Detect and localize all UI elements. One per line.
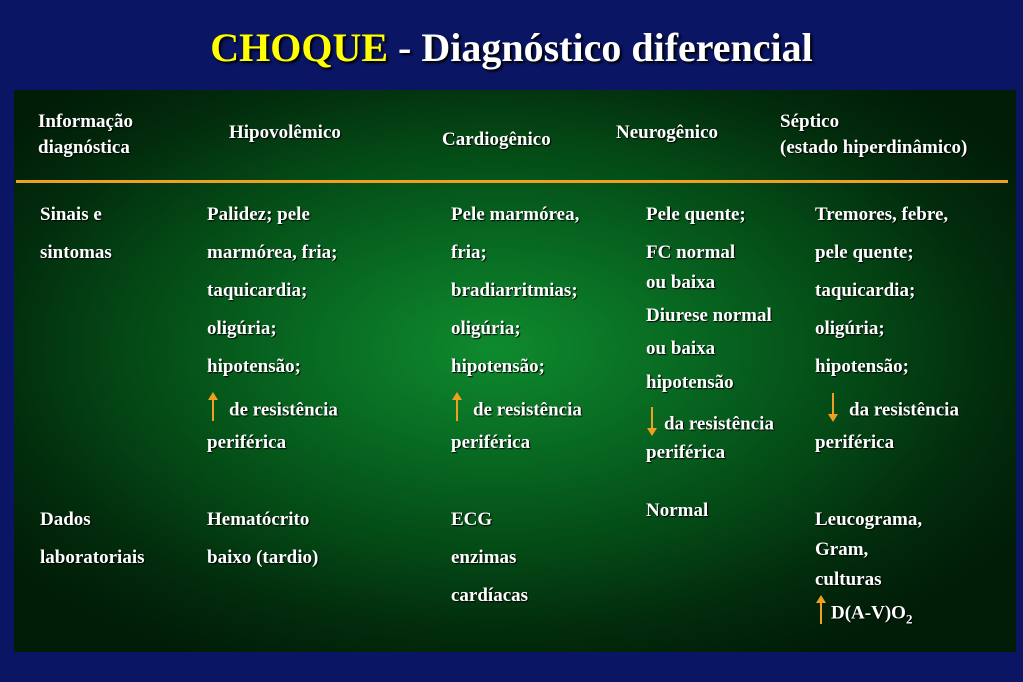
row-label-dados bbox=[40, 507, 145, 583]
header-divider bbox=[16, 180, 1008, 183]
cell-line: Palidez; pele bbox=[207, 204, 310, 225]
cell-line: Leucograma, bbox=[815, 509, 923, 530]
cell-sinais-cardiogenico bbox=[451, 202, 582, 468]
cell-line: ou baixa bbox=[646, 338, 716, 359]
header-cardiogenico: Cardiogênico bbox=[442, 129, 551, 150]
cell-line: ou baixa bbox=[646, 272, 716, 293]
cell-line-arrow: da resistência bbox=[646, 406, 774, 440]
cell-line-arrow: $D(A-V)O_2$ bbox=[815, 595, 922, 633]
cell-sinais-septico bbox=[815, 202, 959, 468]
cell-line: Hematócrito bbox=[207, 509, 310, 530]
header-info-line2: diagnóstica bbox=[38, 137, 130, 158]
row-label-line: laboratoriais bbox=[40, 547, 145, 568]
cell-sinais-neurogenico bbox=[646, 202, 774, 472]
cell-line-arrow: da resistência bbox=[815, 392, 959, 430]
arrow-up-icon bbox=[451, 392, 463, 430]
header-hipovolemico: Hipovolêmico bbox=[229, 122, 341, 143]
cell-line: marmórea, fria; bbox=[207, 242, 338, 263]
arrow-down-icon bbox=[646, 406, 658, 444]
cell-dados-cardiogenico bbox=[451, 507, 528, 621]
cell-line: hipotensão; bbox=[207, 356, 301, 377]
cell-line: hipotensão; bbox=[815, 356, 909, 377]
header-neurogenico: Neurogênico bbox=[616, 122, 719, 143]
cell-dados-neurogenico bbox=[646, 498, 708, 536]
cell-line: fria; bbox=[451, 242, 487, 263]
row-label-sinais bbox=[40, 202, 112, 278]
cell-line: bradiarritmias; bbox=[451, 280, 578, 301]
header-info-line1: Informação bbox=[38, 111, 133, 132]
header-septico bbox=[780, 109, 967, 161]
cell-line: Gram, bbox=[815, 539, 869, 560]
cell-line: pele quente; bbox=[815, 242, 914, 263]
title-rest: - Diagnóstico diferencial bbox=[388, 25, 813, 70]
arrow-up-icon bbox=[815, 595, 827, 633]
arrow-down-icon bbox=[827, 392, 839, 430]
cell-line: baixo (tardio) bbox=[207, 547, 319, 568]
cell-line: periférica bbox=[207, 432, 287, 453]
cell-line: taquicardia; bbox=[207, 280, 308, 301]
header-septico-line2: (estado hiperdinâmico) bbox=[780, 137, 968, 158]
cell-line: Tremores, febre, bbox=[815, 204, 949, 225]
cell-line: enzimas bbox=[451, 547, 517, 568]
cell-line: oligúria; bbox=[815, 318, 885, 339]
cell-line: ECG bbox=[451, 509, 493, 530]
row-label-line: sintomas bbox=[40, 242, 112, 263]
cell-dados-hipovolemico bbox=[207, 507, 318, 583]
cell-line-arrow: de resistência bbox=[451, 392, 582, 430]
row-label-line: Dados bbox=[40, 509, 91, 530]
cell-line: Pele marmórea, bbox=[451, 204, 580, 225]
header-septico-line1: Séptico bbox=[780, 111, 840, 132]
page-title bbox=[0, 24, 1023, 71]
cell-line: culturas bbox=[815, 569, 882, 590]
cell-line-arrow: de resistência bbox=[207, 392, 338, 430]
cell-line: cardíacas bbox=[451, 585, 529, 606]
cell-line: oligúria; bbox=[207, 318, 277, 339]
header-info bbox=[38, 109, 133, 161]
cell-line: periférica bbox=[451, 432, 531, 453]
cell-line: taquicardia; bbox=[815, 280, 916, 301]
cell-line: Normal bbox=[646, 500, 709, 521]
arrow-up-icon bbox=[207, 392, 219, 430]
cell-line: periférica bbox=[815, 432, 895, 453]
cell-line: Pele quente; bbox=[646, 204, 746, 225]
cell-line: oligúria; bbox=[451, 318, 521, 339]
cell-line: FC normal bbox=[646, 242, 736, 263]
title-highlight: CHOQUE bbox=[210, 25, 389, 70]
row-label-line: Sinais e bbox=[40, 204, 102, 225]
cell-line: hipotensão bbox=[646, 372, 734, 393]
cell-sinais-hipovolemico bbox=[207, 202, 338, 468]
cell-dados-septico bbox=[815, 507, 922, 633]
cell-line: hipotensão; bbox=[451, 356, 545, 377]
cell-line: periférica bbox=[646, 442, 726, 463]
cell-line: Diurese normal bbox=[646, 305, 772, 326]
